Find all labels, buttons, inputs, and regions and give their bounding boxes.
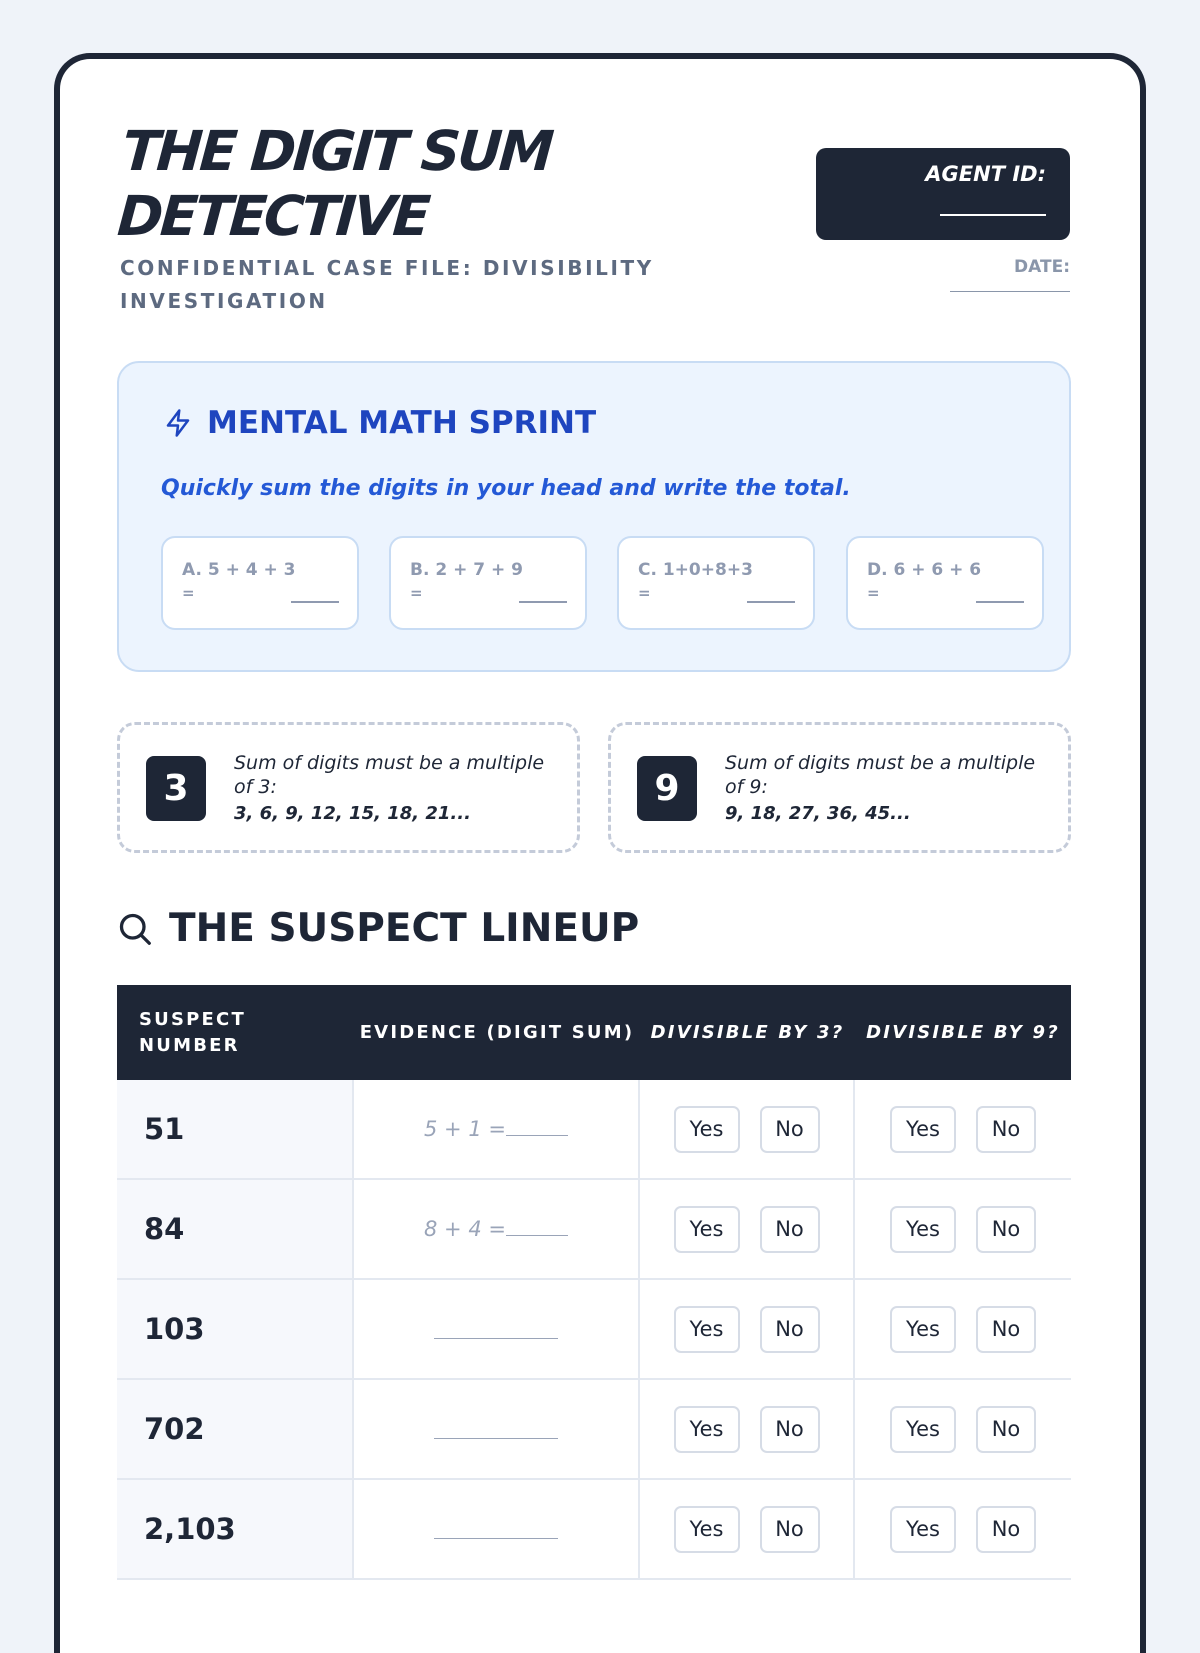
rule-card-divisible-by-3 xyxy=(117,722,580,853)
sprint-question-c xyxy=(617,536,815,630)
suspect-number: 702 xyxy=(117,1380,354,1478)
question-label: A. 5 + 4 + 3 xyxy=(182,560,296,580)
sprint-instruction: Quickly sum the digits in your head and write the total. xyxy=(161,476,851,501)
divisible-by-3-cell xyxy=(640,1380,855,1478)
yes-option[interactable]: Yes xyxy=(890,1506,956,1553)
evidence-text: 8 + 4 = xyxy=(424,1217,506,1241)
lineup-title-text: THE SUSPECT LINEUP xyxy=(169,906,640,951)
agent-id-box xyxy=(816,148,1070,240)
divisible-by-9-cell xyxy=(855,1480,1071,1578)
date-label: DATE: xyxy=(1014,257,1070,277)
divisible-by-3-cell xyxy=(640,1280,855,1378)
rule-text: Sum of digits must be a multiple of 3: xyxy=(234,752,545,798)
no-option[interactable]: No xyxy=(976,1406,1036,1453)
evidence-cell xyxy=(354,1480,640,1578)
evidence-blank[interactable] xyxy=(506,1235,568,1236)
suspect-lineup-table xyxy=(117,985,1071,1580)
column-header-suspect-number: SUSPECT NUMBER xyxy=(139,1008,246,1056)
no-option[interactable]: No xyxy=(976,1106,1036,1153)
rule-card-divisible-by-9 xyxy=(608,722,1071,853)
sprint-title-text: MENTAL MATH SPRINT xyxy=(207,405,597,441)
date-field[interactable] xyxy=(950,291,1070,292)
rule-badge: 9 xyxy=(637,756,697,821)
evidence-hint xyxy=(424,1217,568,1241)
no-option[interactable]: No xyxy=(976,1306,1036,1353)
evidence-blank[interactable] xyxy=(434,1338,558,1339)
yes-option[interactable]: Yes xyxy=(674,1106,740,1153)
divisible-by-3-cell xyxy=(640,1080,855,1178)
question-label: D. 6 + 6 + 6 xyxy=(867,560,982,580)
question-label: C. 1+0+8+3 xyxy=(638,560,753,580)
divisible-by-3-cell xyxy=(640,1480,855,1578)
sprint-title xyxy=(163,405,596,441)
evidence-cell xyxy=(354,1280,640,1378)
evidence-text: 5 + 1 = xyxy=(424,1117,506,1141)
yes-option[interactable]: Yes xyxy=(890,1206,956,1253)
no-option[interactable]: No xyxy=(760,1406,820,1453)
sprint-question-d xyxy=(846,536,1044,630)
rule-badge: 3 xyxy=(146,756,206,821)
sprint-question-b xyxy=(389,536,587,630)
suspect-lineup-title xyxy=(117,906,639,951)
no-option[interactable]: No xyxy=(976,1506,1036,1553)
table-row xyxy=(117,1180,1071,1280)
no-option[interactable]: No xyxy=(760,1306,820,1353)
date-row xyxy=(900,257,1070,297)
no-option[interactable]: No xyxy=(760,1106,820,1153)
table-row xyxy=(117,1380,1071,1480)
divisible-by-9-cell xyxy=(855,1280,1071,1378)
title-line-1: THE DIGIT SUM xyxy=(120,119,554,183)
answer-blank[interactable] xyxy=(291,601,339,603)
magnifier-icon xyxy=(117,911,153,947)
evidence-cell xyxy=(354,1080,640,1178)
answer-blank[interactable] xyxy=(519,601,567,603)
evidence-blank[interactable] xyxy=(506,1135,568,1136)
divisible-by-9-cell xyxy=(855,1080,1071,1178)
agent-id-label: AGENT ID: xyxy=(925,162,1046,186)
lightning-icon xyxy=(163,407,193,439)
case-file-subtitle: CONFIDENTIAL CASE FILE: DIVISIBILITY INVESTIGATION xyxy=(120,256,654,313)
no-option[interactable]: No xyxy=(976,1206,1036,1253)
sprint-question-a xyxy=(161,536,359,630)
table-row xyxy=(117,1480,1071,1580)
rule-text: Sum of digits must be a multiple of 9: xyxy=(725,752,1036,798)
worksheet xyxy=(54,53,1146,1653)
yes-option[interactable]: Yes xyxy=(890,1406,956,1453)
evidence-hint xyxy=(424,1117,568,1141)
yes-option[interactable]: Yes xyxy=(890,1106,956,1153)
question-label: B. 2 + 7 + 9 xyxy=(410,560,523,580)
no-option[interactable]: No xyxy=(760,1206,820,1253)
yes-option[interactable]: Yes xyxy=(674,1406,740,1453)
evidence-blank[interactable] xyxy=(434,1538,558,1539)
answer-blank[interactable] xyxy=(976,601,1024,603)
column-header-evidence: EVIDENCE (DIGIT SUM) xyxy=(359,1021,635,1043)
question-equals: = xyxy=(638,584,651,602)
yes-option[interactable]: Yes xyxy=(674,1306,740,1353)
table-row xyxy=(117,1280,1071,1380)
yes-option[interactable]: Yes xyxy=(674,1206,740,1253)
evidence-blank[interactable] xyxy=(434,1438,558,1439)
yes-option[interactable]: Yes xyxy=(890,1306,956,1353)
divisible-by-9-cell xyxy=(855,1380,1071,1478)
suspect-number: 2,103 xyxy=(117,1480,354,1578)
divisible-by-9-cell xyxy=(855,1180,1071,1278)
title-line-2: DETECTIVE xyxy=(115,184,430,248)
evidence-cell xyxy=(354,1180,640,1278)
column-header-divisible-by-9: DIVISIBLE BY 9? xyxy=(866,1021,1060,1043)
table-header xyxy=(117,985,1071,1080)
no-option[interactable]: No xyxy=(760,1506,820,1553)
evidence-cell xyxy=(354,1380,640,1478)
rule-multiples: 3, 6, 9, 12, 15, 18, 21... xyxy=(234,803,471,824)
column-header-divisible-by-3: DIVISIBLE BY 3? xyxy=(650,1021,845,1043)
table-row xyxy=(117,1080,1071,1180)
suspect-number: 51 xyxy=(117,1080,354,1178)
suspect-number: 84 xyxy=(117,1180,354,1278)
question-equals: = xyxy=(410,584,423,602)
agent-id-field[interactable] xyxy=(940,214,1046,216)
suspect-number: 103 xyxy=(117,1280,354,1378)
rule-multiples: 9, 18, 27, 36, 45... xyxy=(725,803,911,824)
divisible-by-3-cell xyxy=(640,1180,855,1278)
question-equals: = xyxy=(182,584,195,602)
page-title xyxy=(115,119,553,249)
mental-math-sprint-panel xyxy=(117,361,1071,672)
question-equals: = xyxy=(867,584,880,602)
answer-blank[interactable] xyxy=(747,601,795,603)
yes-option[interactable]: Yes xyxy=(674,1506,740,1553)
